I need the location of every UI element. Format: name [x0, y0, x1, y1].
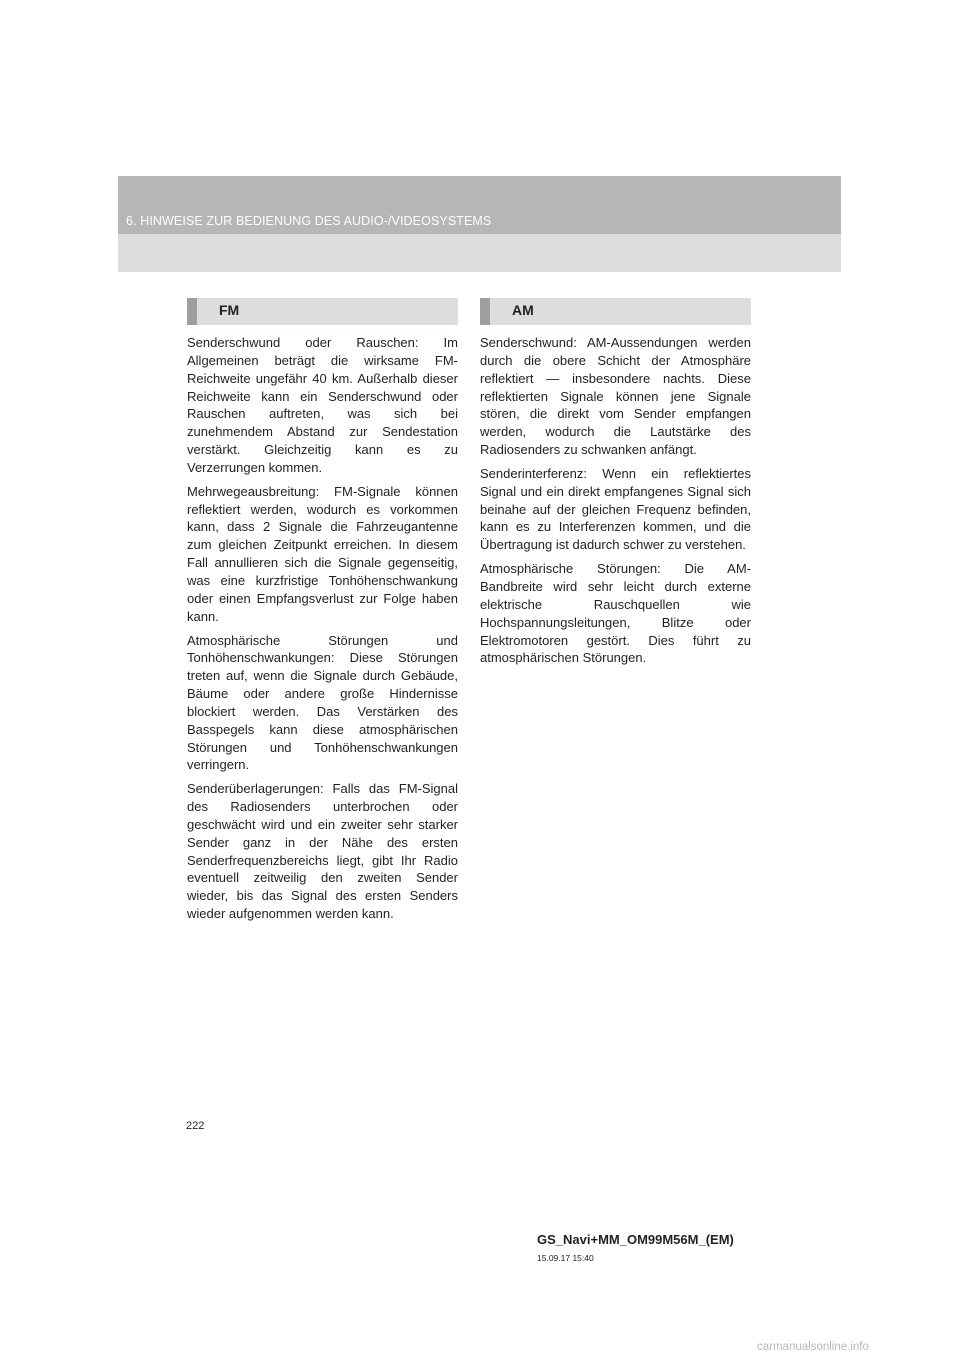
- fm-section: [187, 298, 458, 929]
- section-marker: [187, 298, 197, 325]
- am-paragraph-atmospheric: Atmosphärische Störungen: Die AM-Bandbreite wird sehr leicht durch externe elektrische Rauschquellen wie Hochspannungsleitungen, Blitze oder Elektromotoren gestört. Dies führt zu atmosphärischen Störungen.: [480, 561, 751, 666]
- am-section-header: [480, 298, 751, 325]
- fm-paragraph-fading: Senderschwund oder Rauschen: Im Allgemeinen beträgt die wirksame FM-Reichweite ungefähr 40 km. Außerhalb dieser Reichweite kann ein Senderschwund oder Rauschen auftreten, was sich bei zunehmendem Abstand zur Sendestation verstärkt. Gleichzeitig kann es zu Verzerrungen kommen.: [187, 335, 458, 475]
- document-code: GS_Navi+MM_OM99M56M_(EM): [537, 1232, 734, 1247]
- chapter-title: 6. HINWEISE ZUR BEDIENUNG DES AUDIO-/VIDEOSYSTEMS: [126, 214, 492, 228]
- am-section: [480, 298, 751, 673]
- am-paragraph-interference: Senderinterferenz: Wenn ein reflektiertes Signal und ein direkt empfangenes Signal sich beinahe auf der gleichen Frequenz befinden, kann es zu Interferenzen kommen, und die Übertragung ist dadurch schwer zu verstehen.: [480, 465, 751, 553]
- page-number: 222: [186, 1120, 205, 1132]
- date-stamp: 15.09.17 15:40: [537, 1253, 594, 1263]
- chapter-header-band: [118, 176, 841, 272]
- am-section-title: AM: [512, 302, 534, 318]
- am-paragraph-fading: Senderschwund: AM-Aussendungen werden durch die obere Schicht der Atmosphäre reflektiert — insbesondere nachts. Diese reflektierten Signale können jene Signale stören, die direkt vom Sender empfangen werden, wodurch die Lautstärke des Radiosenders zu schwanken anfängt.: [480, 335, 751, 458]
- fm-paragraph-atmospheric: Atmosphärische Störungen und Tonhöhenschwankungen: Diese Störungen treten auf, wenn die Signale durch Gebäude, Bäume oder andere große Hindernisse blockiert werden. Das Verstärken des Basspegels kann diese atmosphärischen Störungen und Tonhöhenschwankungen verringern.: [187, 632, 458, 773]
- watermark: carmanualsonline.info: [757, 1341, 869, 1353]
- fm-section-title: FM: [219, 302, 240, 318]
- fm-paragraph-multipath: Mehrwegeausbreitung: FM-Signale können reflektiert werden, wodurch es vorkommen kann, dass 2 Signale die Fahrzeugantenne zum gleichen Zeitpunkt erreichen. In diesem Fall annullieren sich die Signale gegenseitig, was eine kurzfristige Tonhöhenschwankung oder einen Empfangsverlust zur Folge haben kann.: [187, 483, 458, 624]
- chapter-header-bar: [118, 176, 841, 234]
- fm-paragraph-overlap: Senderüberlagerungen: Falls das FM-Signal des Radiosenders unterbrochen oder geschwächt wird und ein zweiter sehr starker Sender ganz in der Nähe des ersten Senderfrequenzbereichs liegt, gibt Ihr Radio eventuell zeitweilig den zweiten Sender wieder, bis das Signal des ersten Senders wieder aufgenommen werden kann.: [187, 781, 458, 922]
- section-marker: [480, 298, 490, 325]
- fm-section-header: [187, 298, 458, 325]
